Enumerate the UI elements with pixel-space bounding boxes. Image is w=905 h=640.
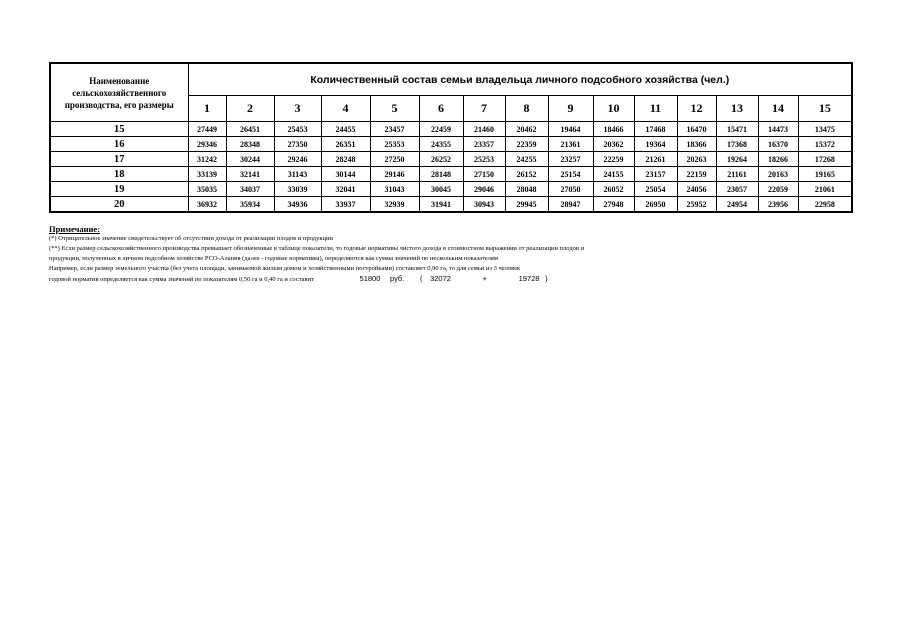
table-cell: 21460 <box>463 122 505 137</box>
table-cell: 27250 <box>370 152 419 167</box>
row-label: 15 <box>50 122 188 137</box>
table-cell: 23057 <box>716 182 758 197</box>
table-row <box>50 197 852 213</box>
table-cell: 21061 <box>798 182 852 197</box>
note-line-4: Например, если размер земельного участка (без учета площади, занимаемой жилым домом и хозяйственными постройками) составляет 0,90 га, то для семьи из 3 человек <box>49 265 521 272</box>
row-label: 18 <box>50 167 188 182</box>
table-cell: 22259 <box>593 152 634 167</box>
table-cell: 23956 <box>758 197 798 213</box>
column-header: 14 <box>758 96 798 122</box>
table-cell: 25952 <box>677 197 716 213</box>
table-cell: 21361 <box>548 137 593 152</box>
table-cell: 29246 <box>274 152 321 167</box>
norms-table-sheet <box>49 62 848 213</box>
table-cell: 20462 <box>505 122 548 137</box>
table-cell: 24455 <box>321 122 370 137</box>
note-example-line <box>49 274 849 285</box>
note-line-3: продукции, полученных в личном подсобном хозяйстве РСО-Алания (далее - годовые нормативы), определяются как сумма значений по нескольким показателям <box>49 255 498 262</box>
table-cell: 13475 <box>798 122 852 137</box>
table-cell: 15471 <box>716 122 758 137</box>
table-cell: 32939 <box>370 197 419 213</box>
table-cell: 17268 <box>798 152 852 167</box>
column-header: 6 <box>419 96 463 122</box>
table-row <box>50 182 852 197</box>
table-cell: 25154 <box>548 167 593 182</box>
example-sum: 51800 <box>359 274 381 283</box>
column-header: 2 <box>226 96 274 122</box>
note-line-2: (**) Если размер сельскохозяйственного производства превышает обозначенные в таблице показатели, то годовые нормативы чистого дохода в стоимостном выражении от реализации плодов и <box>49 245 585 252</box>
table-cell: 31143 <box>274 167 321 182</box>
table-cell: 31941 <box>419 197 463 213</box>
table-row <box>50 137 852 152</box>
table-cell: 19364 <box>634 137 677 152</box>
table-cell: 33937 <box>321 197 370 213</box>
table-cell: 29146 <box>370 167 419 182</box>
table-cell: 19464 <box>548 122 593 137</box>
table-cell: 33139 <box>188 167 226 182</box>
table-cell: 28148 <box>419 167 463 182</box>
table-cell: 32041 <box>321 182 370 197</box>
table-cell: 16470 <box>677 122 716 137</box>
production-name-header: Наименование сельскохозяйственного производства, его размеры <box>50 63 188 122</box>
table-cell: 22958 <box>798 197 852 213</box>
example-close-paren: ) <box>545 274 548 283</box>
column-header: 10 <box>593 96 634 122</box>
table-cell: 26252 <box>419 152 463 167</box>
row-label: 19 <box>50 182 188 197</box>
table-cell: 31242 <box>188 152 226 167</box>
table-cell: 32141 <box>226 167 274 182</box>
column-header: 3 <box>274 96 321 122</box>
row-label: 17 <box>50 152 188 167</box>
table-cell: 26451 <box>226 122 274 137</box>
table-cell: 17468 <box>634 122 677 137</box>
table-cell: 20163 <box>758 167 798 182</box>
table-cell: 25253 <box>463 152 505 167</box>
table-cell: 24056 <box>677 182 716 197</box>
table-cell: 27948 <box>593 197 634 213</box>
table-cell: 35035 <box>188 182 226 197</box>
table-cell: 30045 <box>419 182 463 197</box>
example-part1: 32072 <box>430 274 451 283</box>
example-currency: руб. <box>390 274 405 283</box>
table-cell: 23457 <box>370 122 419 137</box>
table-cell: 36932 <box>188 197 226 213</box>
example-open-paren: ( <box>419 274 423 283</box>
column-header: 7 <box>463 96 505 122</box>
table-cell: 22159 <box>677 167 716 182</box>
notes-section <box>49 224 849 285</box>
table-cell: 15372 <box>798 137 852 152</box>
column-header: 12 <box>677 96 716 122</box>
note-line-5: годовой норматив определяется как сумма значений по показателям 0,50 га и 0,40 га и составит <box>49 276 314 283</box>
column-header: 5 <box>370 96 419 122</box>
table-cell: 27150 <box>463 167 505 182</box>
table-cell: 29346 <box>188 137 226 152</box>
column-header: 4 <box>321 96 370 122</box>
table-cell: 24355 <box>419 137 463 152</box>
table-cell: 27350 <box>274 137 321 152</box>
table-cell: 23257 <box>548 152 593 167</box>
table-cell: 22359 <box>505 137 548 152</box>
table-cell: 28947 <box>548 197 593 213</box>
table-row <box>50 152 852 167</box>
table-cell: 18266 <box>758 152 798 167</box>
column-header: 13 <box>716 96 758 122</box>
table-cell: 25453 <box>274 122 321 137</box>
table-cell: 26950 <box>634 197 677 213</box>
column-header: 1 <box>188 96 226 122</box>
table-cell: 18366 <box>677 137 716 152</box>
table-cell: 19264 <box>716 152 758 167</box>
table-cell: 31043 <box>370 182 419 197</box>
note-line-1: (*) Отрицательное значение свидетельствует об отсутствии дохода от реализации плодов и продукции <box>49 235 333 242</box>
notes-title: Примечание: <box>49 224 101 234</box>
table-cell: 30244 <box>226 152 274 167</box>
table-cell: 25353 <box>370 137 419 152</box>
table-cell: 28348 <box>226 137 274 152</box>
table-cell: 14473 <box>758 122 798 137</box>
table-cell: 25054 <box>634 182 677 197</box>
column-header: 15 <box>798 96 852 122</box>
table-cell: 20362 <box>593 137 634 152</box>
table-cell: 22459 <box>419 122 463 137</box>
table-cell: 27449 <box>188 122 226 137</box>
table-cell: 28248 <box>321 152 370 167</box>
table-cell: 30943 <box>463 197 505 213</box>
table-cell: 33039 <box>274 182 321 197</box>
column-header: 11 <box>634 96 677 122</box>
table-cell: 23157 <box>634 167 677 182</box>
table-cell: 21261 <box>634 152 677 167</box>
table-cell: 28048 <box>505 182 548 197</box>
table-row <box>50 122 852 137</box>
table-cell: 26152 <box>505 167 548 182</box>
table-cell: 29046 <box>463 182 505 197</box>
table-cell: 26351 <box>321 137 370 152</box>
table-cell: 17368 <box>716 137 758 152</box>
table-cell: 16370 <box>758 137 798 152</box>
table-cell: 23357 <box>463 137 505 152</box>
example-plus: + <box>482 274 487 283</box>
table-cell: 35934 <box>226 197 274 213</box>
table-cell: 20263 <box>677 152 716 167</box>
table-cell: 29945 <box>505 197 548 213</box>
table-cell: 18466 <box>593 122 634 137</box>
row-label: 16 <box>50 137 188 152</box>
row-label: 20 <box>50 197 188 213</box>
table-cell: 26052 <box>593 182 634 197</box>
table-cell: 22059 <box>758 182 798 197</box>
table-cell: 24954 <box>716 197 758 213</box>
table-row <box>50 167 852 182</box>
family-composition-header: Количественный состав семьи владельца личного подсобного хозяйства (чел.) <box>188 63 852 96</box>
table-cell: 34037 <box>226 182 274 197</box>
table-cell: 30144 <box>321 167 370 182</box>
norms-table <box>49 62 853 213</box>
example-part2: 19728 <box>518 274 540 283</box>
column-header: 8 <box>505 96 548 122</box>
column-header: 9 <box>548 96 593 122</box>
table-body <box>50 122 852 213</box>
table-cell: 19165 <box>798 167 852 182</box>
table-cell: 24255 <box>505 152 548 167</box>
table-cell: 24155 <box>593 167 634 182</box>
table-cell: 21161 <box>716 167 758 182</box>
table-cell: 27050 <box>548 182 593 197</box>
table-cell: 34936 <box>274 197 321 213</box>
